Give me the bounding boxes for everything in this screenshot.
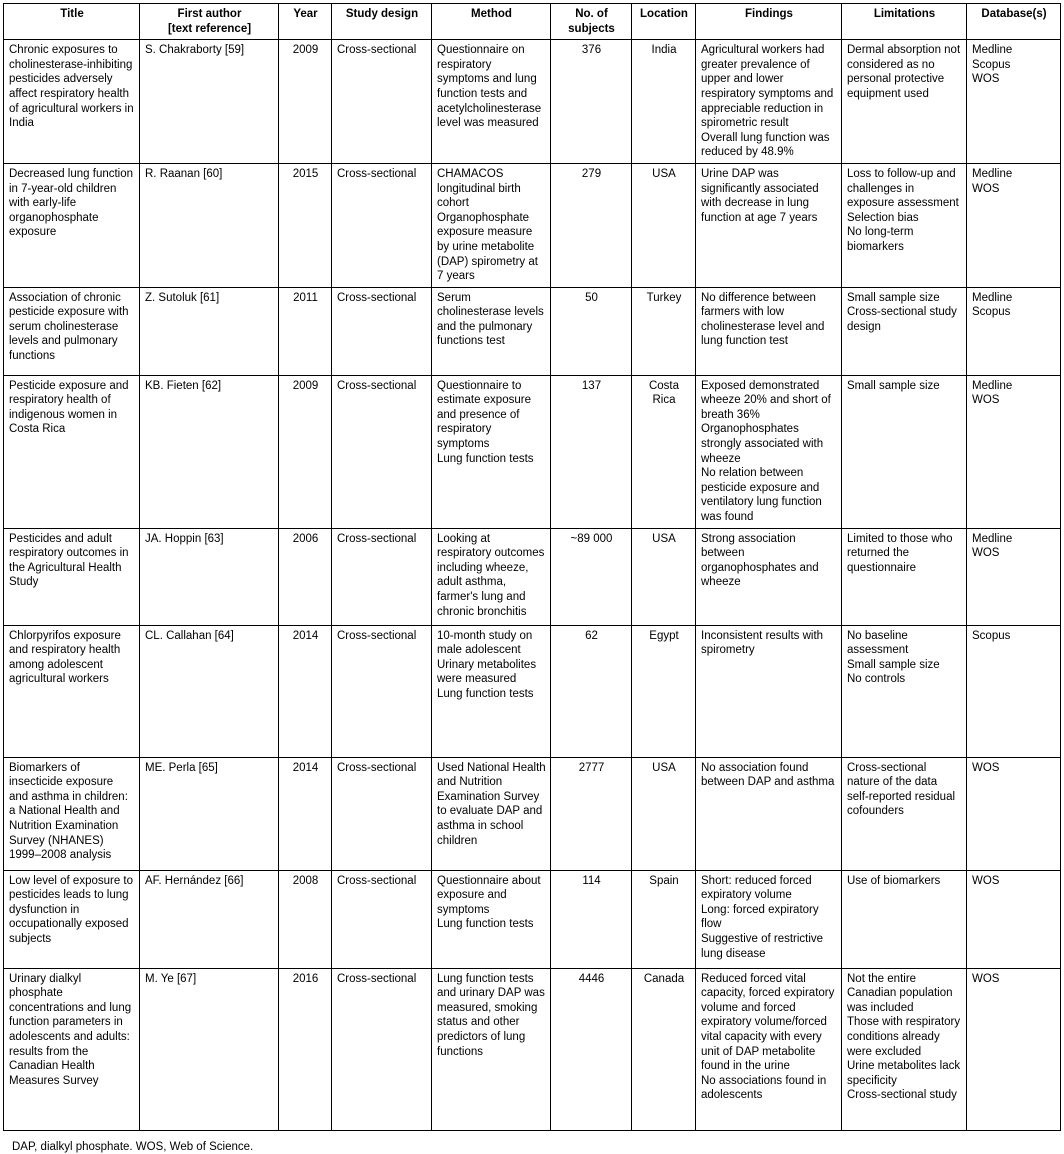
cell-no-of-subjects: 62: [551, 625, 632, 757]
table-row: [4, 375, 1061, 528]
table-row: [4, 528, 1061, 625]
cell-findings: [696, 40, 842, 164]
table-row: [4, 287, 1061, 375]
cell-findings-line: No difference between farmers with low cholinesterase level and lung function test: [701, 291, 825, 348]
column-header-subjects: [551, 4, 632, 40]
table-row: [4, 625, 1061, 757]
cell-databases-line: Medline: [972, 291, 1013, 304]
cell-databases: [967, 968, 1061, 1130]
cell-study-design: Cross-sectional: [332, 40, 432, 164]
cell-method-line: Questionnaire about exposure and symptoms: [437, 874, 541, 916]
cell-findings: [696, 625, 842, 757]
cell-method-line: Lung function tests: [437, 452, 534, 465]
cell-databases-line: WOS: [972, 73, 1000, 86]
cell-location: USA: [632, 528, 696, 625]
cell-limitations-line: Selection bias: [847, 211, 919, 224]
cell-method: [432, 163, 551, 287]
cell-findings: [696, 163, 842, 287]
cell-method-line: Used National Health and Nutrition Examination Survey to evaluate DAP and asthma in school children: [437, 761, 546, 847]
column-header-subjects-line2: subjects: [568, 22, 615, 35]
column-header-limitations: Limitations: [842, 4, 967, 40]
cell-year: 2014: [279, 625, 332, 757]
cell-first-author: AF. Hernández [66]: [140, 870, 279, 968]
cell-findings-line: Strong association between organophosphates and wheeze: [701, 532, 819, 589]
table-row: [4, 757, 1061, 870]
cell-method-line: Questionnaire to estimate exposure and presence of respiratory symptoms: [437, 379, 531, 451]
cell-findings-line: No associations found in adolescents: [701, 1074, 827, 1102]
cell-findings-line: Suggestive of restrictive lung disease: [701, 933, 824, 960]
cell-limitations: [842, 870, 967, 968]
column-header-study-design: Study design: [332, 4, 432, 40]
cell-no-of-subjects: 279: [551, 163, 632, 287]
cell-title: Association of chronic pesticide exposure with serum cholinesterase levels and pulmonary functions: [4, 287, 140, 375]
column-header-author-line1: First author: [177, 8, 242, 20]
cell-year: 2009: [279, 375, 332, 528]
cell-method: [432, 968, 551, 1130]
column-header-databases: Database(s): [967, 4, 1061, 40]
cell-study-design: Cross-sectional: [332, 968, 432, 1130]
cell-findings: [696, 757, 842, 870]
cell-limitations-line: Small sample size: [847, 291, 940, 304]
table-row: [4, 163, 1061, 287]
cell-limitations: [842, 528, 967, 625]
cell-limitations-line: Those with respiratory conditions already were excluded: [847, 1016, 961, 1058]
cell-findings: [696, 968, 842, 1130]
column-header-method: Method: [432, 4, 551, 40]
cell-limitations-line: Urine metabolites lack specificity: [847, 1060, 961, 1087]
column-header-author-line2: [text reference]: [167, 22, 252, 35]
cell-title: Pesticide exposure and respiratory health of indigenous women in Costa Rica: [4, 375, 140, 528]
cell-method-line: 10-month study on male adolescent: [437, 629, 533, 657]
cell-location: Costa Rica: [632, 375, 696, 528]
cell-method-line: Organophosphate exposure measure by urine metabolite (DAP) spirometry at 7 years: [437, 211, 538, 283]
cell-method: [432, 528, 551, 625]
cell-findings: [696, 528, 842, 625]
cell-findings: [696, 287, 842, 375]
table-header: [4, 4, 1061, 40]
cell-limitations: [842, 375, 967, 528]
cell-first-author: Z. Sutoluk [61]: [140, 287, 279, 375]
cell-limitations-line: Small sample size: [847, 658, 940, 671]
cell-databases: [967, 625, 1061, 757]
cell-databases-line: Medline: [972, 379, 1013, 392]
cell-databases: [967, 375, 1061, 528]
cell-limitations: [842, 287, 967, 375]
cell-location: India: [632, 40, 696, 164]
cell-study-design: Cross-sectional: [332, 163, 432, 287]
cell-limitations-line: Use of biomarkers: [847, 874, 941, 887]
cell-limitations-line: Limited to those who returned the questionnaire: [847, 532, 953, 574]
cell-title: Urinary dialkyl phosphate concentrations and lung function parameters in adolescents and adults: results from the Canadian Health Measures Survey: [4, 968, 140, 1130]
cell-no-of-subjects: 376: [551, 40, 632, 164]
cell-limitations-line: Cross-sectional study design: [847, 306, 957, 333]
cell-title: Chlorpyrifos exposure and respiratory health among adolescent agricultural workers: [4, 625, 140, 757]
cell-title: Decreased lung function in 7-year-old children with early-life organophosphate exposure: [4, 163, 140, 287]
cell-year: 2014: [279, 757, 332, 870]
cell-databases-line: WOS: [972, 182, 1000, 195]
table-row: [4, 870, 1061, 968]
cell-method: [432, 757, 551, 870]
table-body: [4, 40, 1061, 1130]
cell-limitations-line: Dermal absorption not considered as no personal protective equipment used: [847, 44, 961, 100]
cell-databases-line: Medline: [972, 167, 1013, 180]
cell-no-of-subjects: 114: [551, 870, 632, 968]
cell-limitations-line: No controls: [847, 673, 906, 686]
cell-first-author: KB. Fieten [62]: [140, 375, 279, 528]
cell-method-line: Urinary metabolites were measured: [437, 658, 537, 686]
table-footnote: DAP, dialkyl phosphate. WOS, Web of Science.: [12, 1140, 254, 1153]
cell-study-design: Cross-sectional: [332, 757, 432, 870]
cell-method-line: CHAMACOS longitudinal birth cohort: [437, 167, 521, 210]
cell-findings-line: Urine DAP was significantly associated with decrease in lung function at age 7 years: [701, 167, 819, 224]
cell-findings-line: Reduced forced vital capacity, forced expiratory volume and forced expiratory volume/forced vital capacity with every unit of DAP metabolite found in the urine: [701, 972, 835, 1073]
cell-first-author: M. Ye [67]: [140, 968, 279, 1130]
cell-databases: [967, 163, 1061, 287]
cell-databases: [967, 528, 1061, 625]
cell-databases-line: Medline: [972, 532, 1013, 545]
cell-limitations-line: Not the entire Canadian population was included: [847, 972, 953, 1014]
cell-findings: [696, 870, 842, 968]
cell-location: Spain: [632, 870, 696, 968]
cell-limitations-line: Cross-sectional study: [847, 1089, 957, 1102]
cell-year: 2011: [279, 287, 332, 375]
cell-limitations-line: Cross-sectional nature of the data self-reported residual cofounders: [847, 761, 956, 818]
cell-limitations: [842, 757, 967, 870]
column-header-year: Year: [279, 4, 332, 40]
cell-no-of-subjects: 50: [551, 287, 632, 375]
cell-limitations: [842, 968, 967, 1130]
cell-databases: [967, 757, 1061, 870]
column-header-findings: Findings: [696, 4, 842, 40]
cell-databases-line: Scopus: [972, 629, 1011, 642]
cell-first-author: ME. Perla [65]: [140, 757, 279, 870]
cell-databases-line: WOS: [972, 394, 1000, 407]
cell-location: Canada: [632, 968, 696, 1130]
cell-limitations: [842, 40, 967, 164]
cell-findings-line: No association found between DAP and asthma: [701, 761, 835, 789]
cell-findings-line: No relation between pesticide exposure and ventilatory lung function was found: [701, 467, 822, 524]
cell-study-design: Cross-sectional: [332, 287, 432, 375]
cell-year: 2016: [279, 968, 332, 1130]
cell-findings-line: Exposed demonstrated wheeze 20% and short of breath 36%: [701, 379, 831, 421]
cell-study-design: Cross-sectional: [332, 375, 432, 528]
column-header-subjects-line1: No. of: [575, 8, 608, 20]
cell-year: 2008: [279, 870, 332, 968]
cell-findings-line: Long: forced expiratory flow: [701, 903, 819, 931]
cell-location: Turkey: [632, 287, 696, 375]
table-row: [4, 968, 1061, 1130]
cell-method-line: Serum cholinesterase levels and the pulmonary functions test: [437, 291, 544, 348]
cell-method-line: Looking at respiratory outcomes including wheeze, adult asthma, farmer's lung and chronic bronchitis: [437, 532, 545, 618]
header-row: [4, 4, 1061, 40]
cell-no-of-subjects: 137: [551, 375, 632, 528]
cell-year: 2015: [279, 163, 332, 287]
cell-location: USA: [632, 757, 696, 870]
cell-method: [432, 625, 551, 757]
cell-no-of-subjects: ~89 000: [551, 528, 632, 625]
cell-first-author: JA. Hoppin [63]: [140, 528, 279, 625]
cell-findings-line: Agricultural workers had greater prevalence of upper and lower respiratory symptoms and appreciable reduction in spirometric result: [701, 44, 834, 130]
cell-location: Egypt: [632, 625, 696, 757]
cell-first-author: CL. Callahan [64]: [140, 625, 279, 757]
cell-databases-line: Scopus: [972, 306, 1011, 319]
cell-first-author: S. Chakraborty [59]: [140, 40, 279, 164]
cell-findings: [696, 375, 842, 528]
cell-location: USA: [632, 163, 696, 287]
cell-no-of-subjects: 2777: [551, 757, 632, 870]
cell-title: Pesticides and adult respiratory outcomes in the Agricultural Health Study: [4, 528, 140, 625]
cell-findings-line: Organophosphates strongly associated with wheeze: [701, 423, 824, 465]
table-row: [4, 40, 1061, 164]
cell-method-line: Lung function tests: [437, 688, 534, 700]
cell-limitations-line: No baseline assessment: [847, 629, 909, 657]
cell-limitations-line: Loss to follow-up and challenges in exposure assessment: [847, 167, 959, 210]
cell-findings-line: Inconsistent results with spirometry: [701, 629, 824, 657]
cell-method-line: Questionnaire on respiratory symptoms and lung function tests and acetylcholinesterase level was measured: [437, 44, 542, 130]
studies-table: [3, 3, 1061, 1131]
cell-method-line: Lung function tests and urinary DAP was measured, smoking status and other predictors of lung functions: [437, 972, 545, 1058]
cell-databases-line: Medline: [972, 44, 1013, 57]
cell-year: 2009: [279, 40, 332, 164]
cell-title: Chronic exposures to cholinesterase-inhibiting pesticides adversely affect respiratory health of agricultural workers in India: [4, 40, 140, 164]
cell-limitations-line: No long-term biomarkers: [847, 226, 914, 253]
cell-findings-line: Overall lung function was reduced by 48.9%: [701, 131, 830, 159]
cell-method: [432, 40, 551, 164]
column-header-title: Title: [4, 4, 140, 40]
cell-title: Biomarkers of insecticide exposure and asthma in children: a National Health and Nutrition Examination Survey (NHANES) 1999–2008 analysis: [4, 757, 140, 870]
cell-method-line: Lung function tests: [437, 918, 534, 931]
cell-databases: [967, 40, 1061, 164]
cell-databases-line: WOS: [972, 972, 1000, 985]
cell-limitations: [842, 163, 967, 287]
cell-databases: [967, 287, 1061, 375]
cell-databases-line: WOS: [972, 761, 1000, 774]
cell-study-design: Cross-sectional: [332, 625, 432, 757]
cell-databases: [967, 870, 1061, 968]
cell-year: 2006: [279, 528, 332, 625]
cell-method: [432, 375, 551, 528]
cell-method: [432, 870, 551, 968]
cell-databases-line: WOS: [972, 547, 1000, 560]
column-header-location: Location: [632, 4, 696, 40]
cell-databases-line: WOS: [972, 874, 1000, 887]
cell-title: Low level of exposure to pesticides leads to lung dysfunction in occupationally exposed subjects: [4, 870, 140, 968]
column-header-author: [140, 4, 279, 40]
cell-study-design: Cross-sectional: [332, 870, 432, 968]
cell-first-author: R. Raanan [60]: [140, 163, 279, 287]
cell-databases-line: Scopus: [972, 58, 1011, 71]
cell-method: [432, 287, 551, 375]
cell-findings-line: Short: reduced forced expiratory volume: [701, 874, 812, 902]
cell-study-design: Cross-sectional: [332, 528, 432, 625]
cell-no-of-subjects: 4446: [551, 968, 632, 1130]
cell-limitations: [842, 625, 967, 757]
cell-limitations-line: Small sample size: [847, 379, 940, 392]
